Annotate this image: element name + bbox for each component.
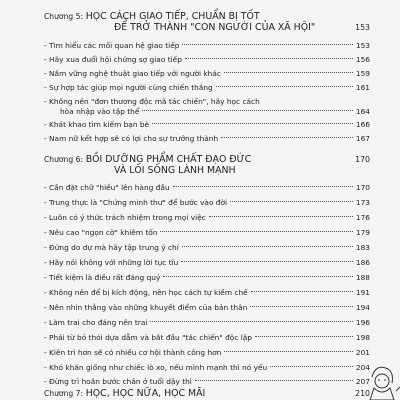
chapter-6-page: 170	[355, 155, 370, 164]
chapter-6-heading	[44, 155, 370, 176]
chapter-7-title: HỌC, HỌC NỮA, HỌC MÃI	[85, 388, 206, 399]
toc-entry[interactable]: - Khó khăn giống như chiếc lò xo, nếu mình mạnh thì nó yếu 204	[44, 363, 370, 372]
toc-entry[interactable]: - Tiết kiệm là điều rất đáng quý 188	[44, 273, 370, 282]
toc-entry[interactable]: - Nên nhìn thẳng vào những khuyết điểm của bản thân 194	[44, 303, 370, 312]
toc-entry[interactable]: - Nam nữ kết hợp sẽ có lợi cho sự trưởng thành 167	[44, 134, 370, 143]
toc-entry[interactable]: - Luôn có ý thức trách nhiệm trong mọi việc 176	[44, 213, 370, 222]
chapter-7-heading	[44, 389, 370, 400]
toc-entry[interactable]: - Không nên để bị kích động, nên học cách tự kiềm chế 191	[44, 288, 370, 297]
toc-entry[interactable]: - Khát khao tìm kiếm bạn bè 166	[44, 120, 370, 129]
toc-entry[interactable]: - Tìm hiểu các mối quan hệ giao tiếp 153	[44, 41, 370, 50]
chapter-5-label: Chương 5:	[44, 12, 84, 21]
toc-entry[interactable]: - Cần đặt chữ "hiếu" lên hàng đầu 170	[44, 183, 370, 192]
toc-entry[interactable]: - Nêu cao "ngọn cờ" khiêm tốn 179	[44, 228, 370, 237]
toc-entry[interactable]: - Kiên trì hơn sẽ có nhiều cơ hội thành công hơn 201	[44, 348, 370, 357]
toc-entry[interactable]: - Nắm vững nghệ thuật giao tiếp với người khác 159	[44, 69, 370, 78]
toc-entry[interactable]: - Hãy nói không với những lời tục tĩu 186	[44, 258, 370, 267]
chapter-5-title-line2: ĐỂ TRỞ THÀNH "CON NGƯỜI CỦA XÃ HỘI"	[114, 21, 316, 33]
chapter-6-label: Chương 6:	[44, 155, 84, 164]
chapter-5-title-line1: HỌC CÁCH GIAO TIẾP, CHUẨN BỊ TỐT	[85, 11, 260, 22]
toc-entry[interactable]: - Sự hợp tác giúp mọi người cùng chiến thắng 161	[44, 83, 370, 92]
toc-entry[interactable]: - Trung thực là "Chứng minh thư" để bước vào đời 173	[44, 198, 370, 207]
toc-entry[interactable]: - Phải từ bỏ thói dựa dẫm và bắt đầu "tác chiến" độc lập 198	[44, 333, 370, 342]
toc-entry[interactable]: - Làm trai cho đáng nên trai 196	[44, 318, 370, 327]
chapter-6-title-line1: BỒI DƯỠNG PHẨM CHẤT ĐẠO ĐỨC	[85, 154, 252, 165]
chapter-5-page: 153	[355, 22, 370, 32]
girl-doodle-icon	[360, 355, 400, 400]
chapter-7-label: Chương 7:	[44, 389, 84, 398]
chapter-7-page: 210	[355, 389, 370, 398]
toc-entry[interactable]: - Đừng do dự mà hãy tập trung ý chí 183	[44, 243, 370, 252]
chapter-6-title-line2: VÀ LỐI SỐNG LÀNH MẠNH	[114, 164, 236, 176]
toc-entry-multiline[interactable]: - Không nên "đơn thương độc mã tác chiến", hãy học cách hòa nhập vào tập thể 164	[44, 97, 370, 116]
chapter-5-heading	[44, 12, 370, 33]
toc-entry[interactable]: - Đừng trì hoãn bước chân ở tuổi dậy thì 207	[44, 377, 370, 386]
toc-entry[interactable]: - Hãy xua đuổi hội chứng sợ giao tiếp 156	[44, 55, 370, 64]
